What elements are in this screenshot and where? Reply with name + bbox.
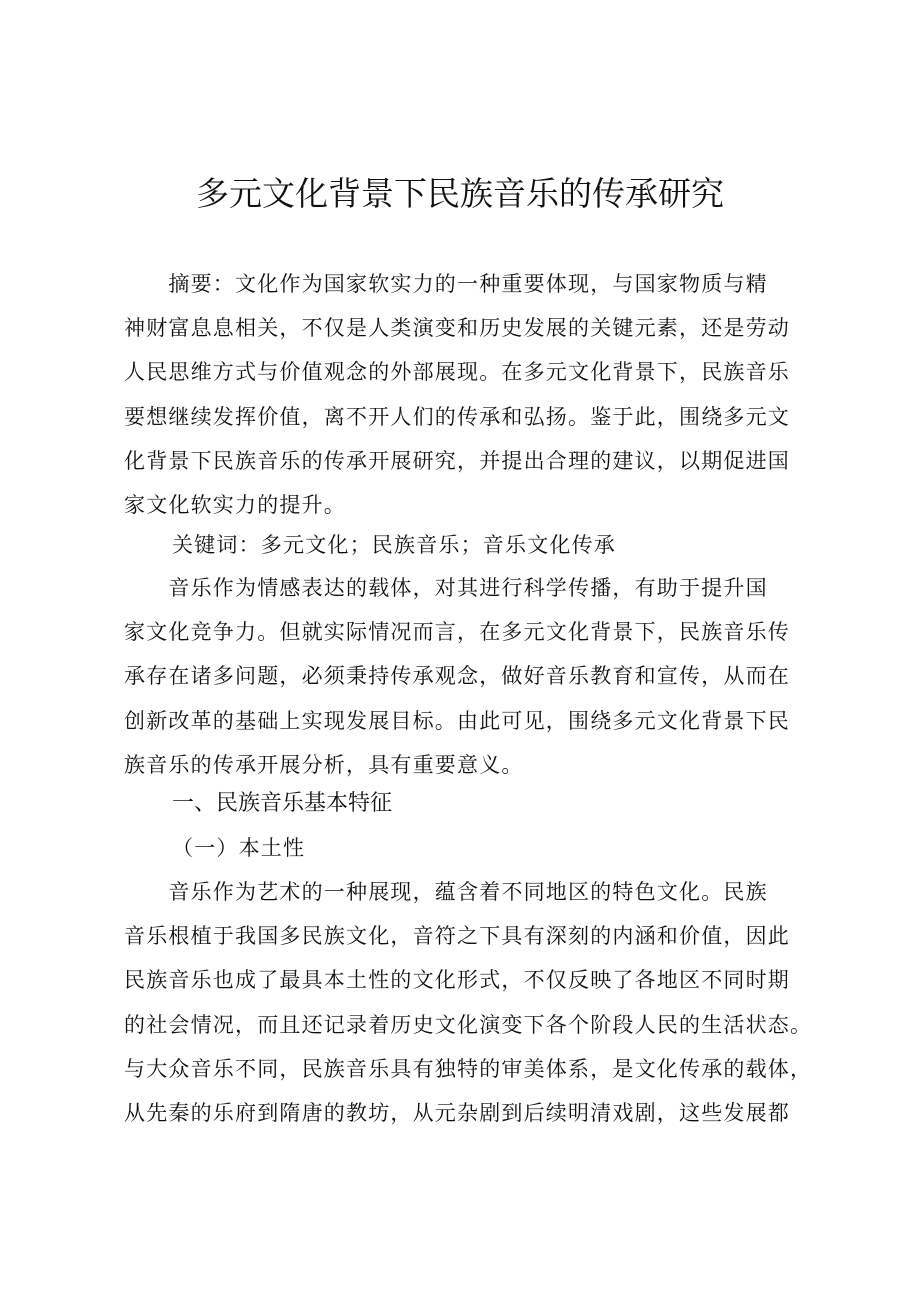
abstract-line: 要想继续发挥价值，离不开人们的传承和弘扬。鉴于此，围绕多元文 [124,404,790,429]
intro-line: 族音乐的传承开展分析，具有重要意义。 [124,752,524,777]
section-line: 的社会情况，而且还记录着历史文化演变下各个阶段人民的生活状态。 [124,1012,813,1037]
abstract-line: 摘要：文化作为国家软实力的一种重要体现，与国家物质与精 [124,272,768,296]
keywords-line: 关键词：多元文化；民族音乐；音乐文化传承 [172,533,616,557]
section-line: 民族音乐也成了最具本土性的文化形式，不仅反映了各地区不同时期 [124,968,790,993]
section-heading: 一、民族音乐基本特征 [172,791,393,816]
section-line: 与大众音乐不同，民族音乐具有独特的审美体系，是文化传承的载体， [124,1056,813,1081]
subsection-heading: （一）本土性 [172,836,306,860]
section-line: 从先秦的乐府到隋唐的教坊，从元杂剧到后续明清戏剧，这些发展都 [124,1100,790,1125]
abstract-line: 人民思维方式与价值观念的外部展现。在多元文化背景下，民族音乐 [124,360,790,385]
intro-paragraph [124,566,808,787]
page-title: 多元文化背景下民族音乐的传承研究 [196,174,724,213]
intro-line: 家文化竞争力。但就实际情况而言，在多元文化背景下，民族音乐传 [124,620,790,645]
abstract-line: 家文化软实力的提升。 [124,492,346,517]
abstract-line: 神财富息息相关，不仅是人类演变和历史发展的关键元素，还是劳动 [124,316,790,341]
abstract-line: 化背景下民族音乐的传承开展研究，并提出合理的建议，以期促进国 [124,448,790,473]
intro-line: 承存在诸多问题，必须秉持传承观念，做好音乐教育和宣传，从而在 [124,664,790,689]
intro-line: 音乐作为情感表达的载体，对其进行科学传播，有助于提升国 [124,576,768,600]
section-line: 音乐根植于我国多民族文化，音符之下具有深刻的内涵和价值，因此 [124,924,790,949]
abstract-paragraph [124,262,808,527]
intro-line: 创新改革的基础上实现发展目标。由此可见，围绕多元文化背景下民 [124,708,790,733]
section-line: 音乐作为艺术的一种展现，蕴含着不同地区的特色文化。民族 [124,880,768,904]
section-paragraph [124,870,813,1135]
